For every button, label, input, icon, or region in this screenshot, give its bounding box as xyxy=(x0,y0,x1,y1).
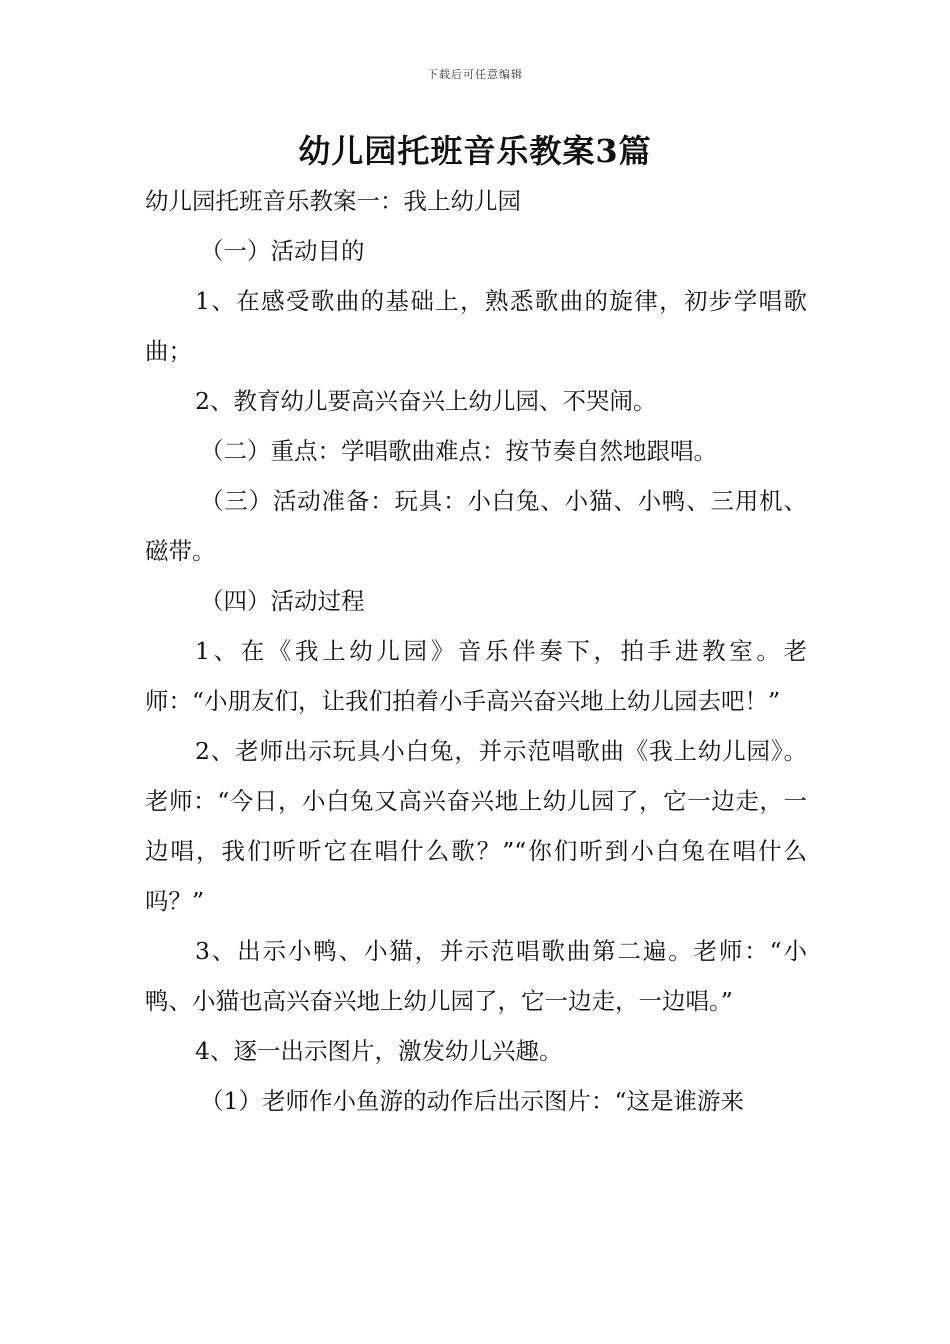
paragraph: （二）重点：学唱歌曲难点：按节奏自然地跟唱。 xyxy=(200,437,717,465)
document-title: 幼儿园托班音乐教案3篇 xyxy=(298,132,652,170)
paragraph: （1）老师作小鱼游的动作后出示图片：“这是谁游来 xyxy=(200,1087,744,1115)
paragraph: （一）活动目的 xyxy=(200,237,365,265)
header-note: 下载后可任意编辑 xyxy=(427,68,523,81)
paragraph: 2、教育幼儿要高兴奋兴上幼儿园、不哭闹。 xyxy=(195,387,657,415)
paragraph: 3、出示小鸭、小猫，并示范唱歌曲第二遍。老师：“小鸭、小猫也高兴奋兴地上幼儿园了，它一边走，一边唱。” xyxy=(145,937,807,1015)
paragraph: 1、在《我上幼儿园》音乐伴奏下，拍手进教室。老师：“小朋友们，让我们拍着小手高兴奋兴地上幼儿园去吧！” xyxy=(145,637,807,715)
paragraph: （四）活动过程 xyxy=(200,587,365,615)
paragraph: 4、逐一出示图片，激发幼儿兴趣。 xyxy=(195,1037,563,1065)
paragraph: 2、老师出示玩具小白兔，并示范唱歌曲《我上幼儿园》。老师：“今日，小白兔又高兴奋兴地上幼儿园了，它一边走，一边唱，我们听听它在唱什么歌？”“你们听到小白兔在唱什么吗？” xyxy=(145,737,807,915)
document-body xyxy=(145,176,807,1126)
paragraph: 1、在感受歌曲的基础上，熟悉歌曲的旋律，初步学唱歌曲； xyxy=(145,287,807,365)
paragraph: 幼儿园托班音乐教案一：我上幼儿园 xyxy=(145,187,521,215)
paragraph: （三）活动准备：玩具：小白兔、小猫、小鸭、三用机、磁带。 xyxy=(145,487,807,565)
